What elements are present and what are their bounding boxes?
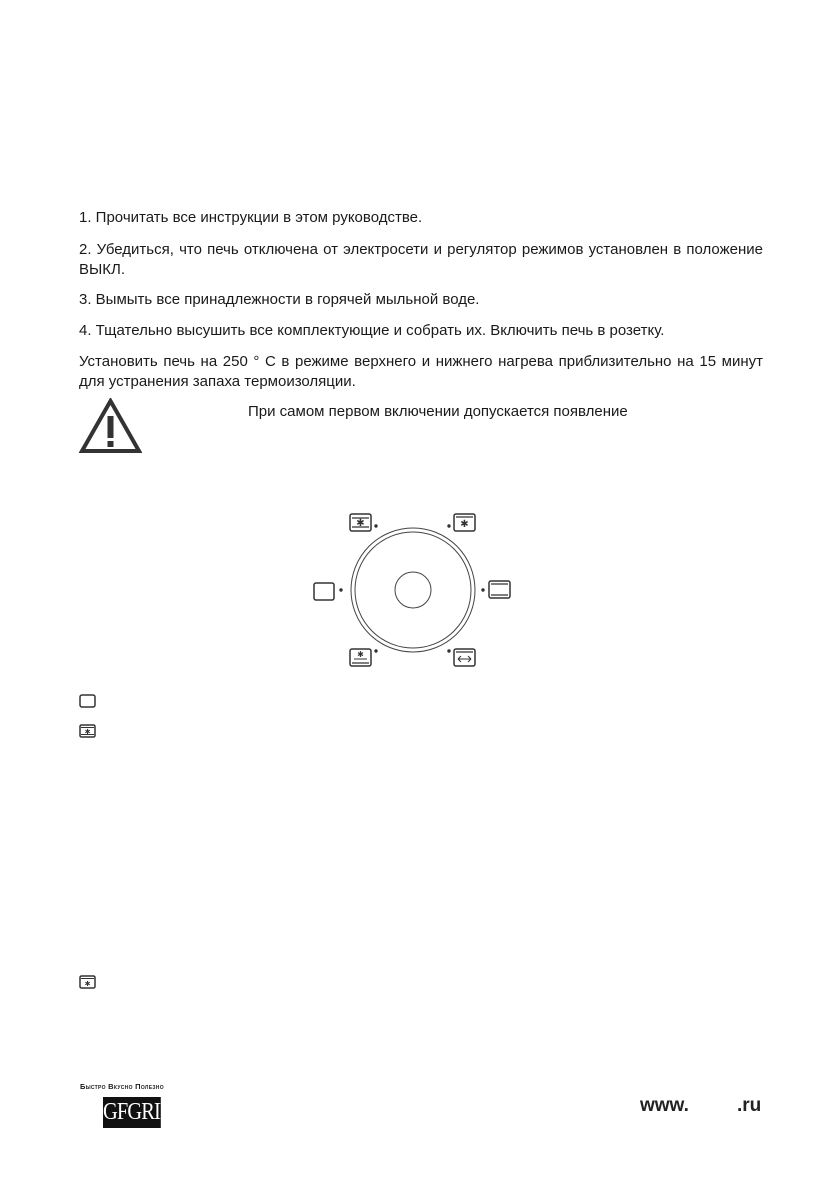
instruction-step-4: 4. Тщательно высушить все комплектующие и собрать их. Включить печь в розетку. (79, 322, 665, 339)
svg-text:✱: ✱ (357, 650, 364, 659)
instruction-step-3: 3. Вымыть все принадлежности в горячей мыльной воде. (79, 291, 480, 308)
brand-logo: GFGRIL (103, 1097, 161, 1128)
top-heat-fan-icon (350, 514, 377, 531)
svg-text:✱: ✱ (84, 729, 91, 736)
bottom-heat-fan-convection-icon (350, 649, 377, 666)
warning-triangle-icon (79, 398, 142, 454)
legend-off-icon (79, 694, 96, 708)
svg-text:✱: ✱ (356, 518, 365, 529)
url-prefix[interactable]: www. (640, 1095, 689, 1116)
url-suffix[interactable]: .ru (737, 1095, 762, 1116)
instruction-step-2: 2. Убедиться, что печь отключена от электросети и регулятор режимов установлен в положение ВЫКЛ. (79, 241, 763, 278)
svg-text:✱: ✱ (460, 519, 469, 530)
convection-icon (448, 649, 475, 666)
top-bottom-heat-icon (482, 581, 510, 598)
brand-slogan: Быстро Вкусно Полезно (80, 1082, 164, 1091)
instruction-preheat: Установить печь на 250 ° С в режиме верхнего и нижнего нагрева приблизительно на 15 минут для устранения запаха термоизоляции. (79, 353, 763, 390)
warning-text: При самом первом включении допускается появление (248, 403, 628, 420)
legend-top-fan-icon (79, 975, 96, 989)
off-icon (314, 583, 342, 600)
mode-dial-diagram (312, 508, 522, 680)
instruction-step-1: 1. Прочитать все инструкции в этом руководстве. (79, 209, 423, 226)
dial-knob (351, 528, 475, 652)
svg-text:✱: ✱ (84, 981, 91, 988)
top-fan-icon (448, 514, 475, 531)
legend-top-heat-fan-icon (79, 724, 96, 738)
